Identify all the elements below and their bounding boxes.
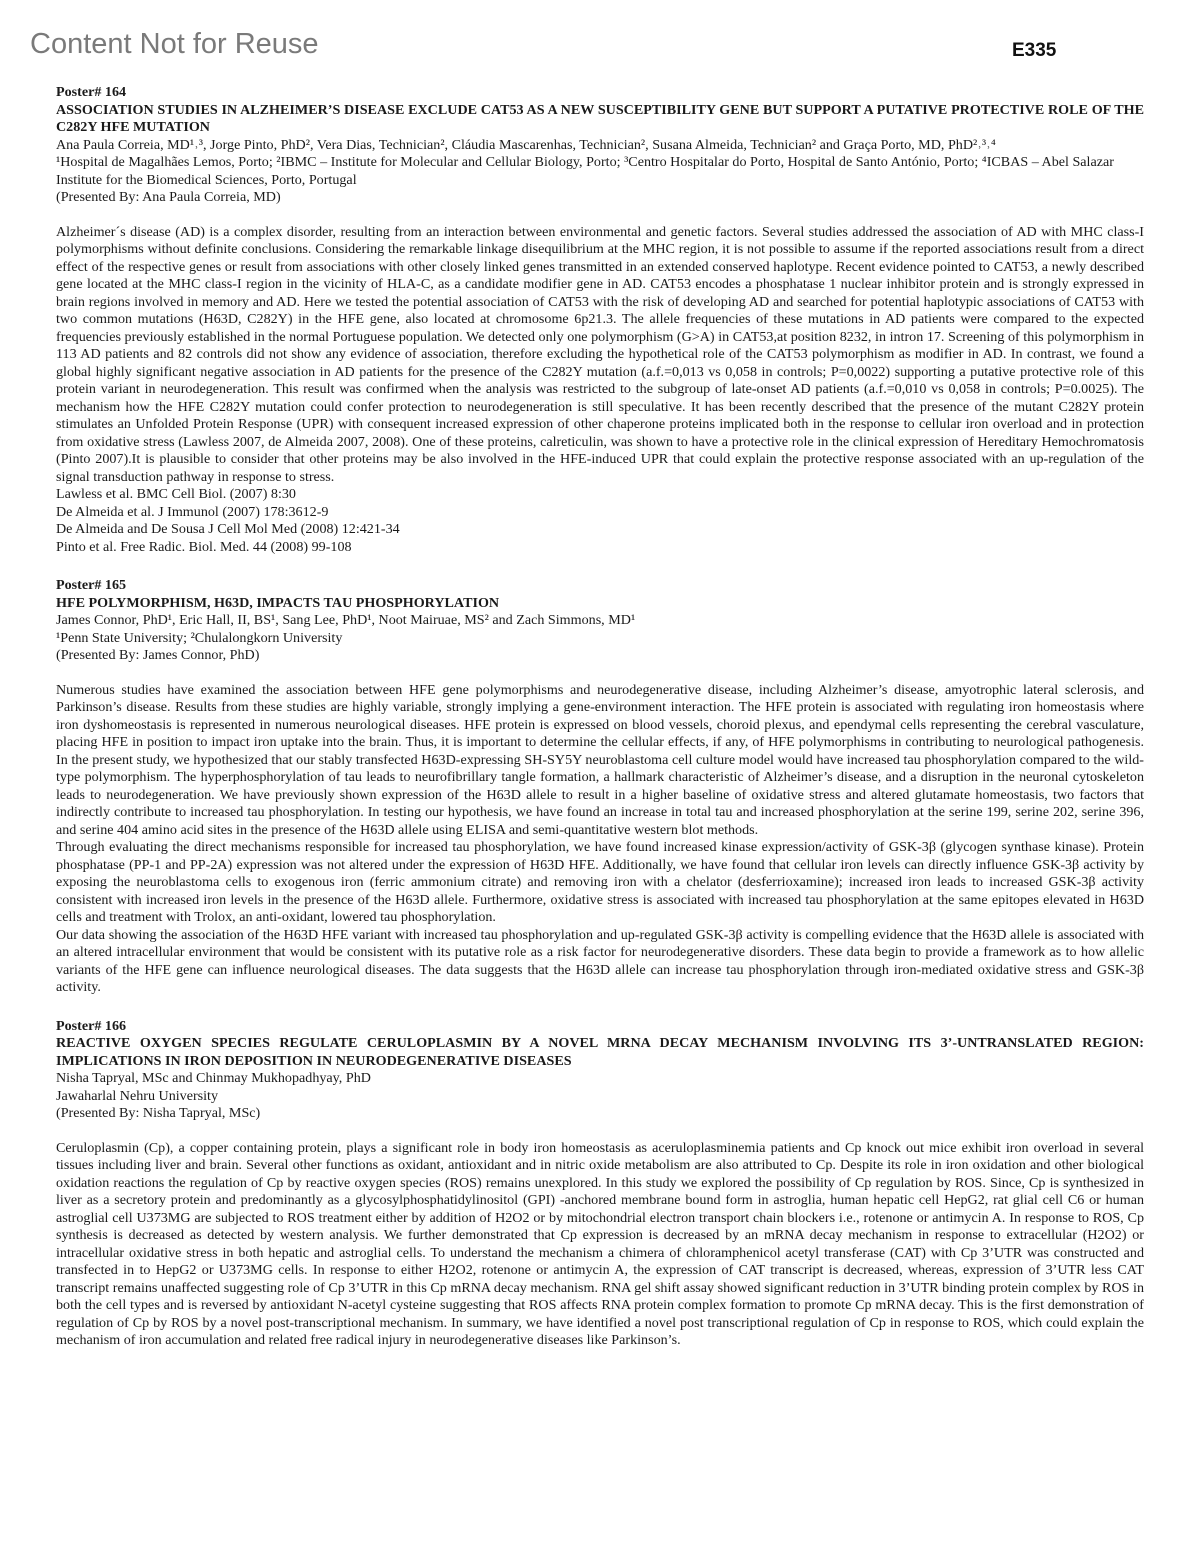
watermark-text: Content Not for Reuse [30,28,319,60]
body-paragraph: Numerous studies have examined the association between HFE gene polymorphisms and neurodegenerative disease, including Alzheimer’s disease, amyotrophic lateral sclerosis, and Parkinson’s disease. Results from these studies are highly variable, strongly implying a gene-environment interaction. The HFE protein is associated with regulating iron homeostasis where iron dyshomeostasis is represented in numerous neurological diseases. HFE protein is expressed on blood vessels, choroid plexus, and ependymal cells representing the cerebral vasculature, placing HFE in position to impact iron uptake into the brain. Thus, it is important to determine the cellular effects, if any, of HFE polymorphisms in contributing to neurological pathogenesis. In the present study, we hypothesized that our stably transfected H63D-expressing SH-SY5Y neuroblastoma cell culture model would have increased tau phosphorylation compared to the wild-type polymorphism. The hyperphosphorylation of tau leads to neurofibrillary tangle formation, a hallmark characteristic of Alzheimer’s disease, and a disruption in the neuronal cytoskeleton leads to neurodegeneration. We have previously shown expression of the H63D allele to result in a higher baseline of oxidative stress and altered glutamate homeostasis, two factors that indirectly contribute to increased tau phosphorylation. In testing our hypothesis, we have found an increase in total tau and increased phosphorylation at the serine 199, serine 202, serine 396, and serine 404 amino acid sites in the presence of the H63D allele using ELISA and semi-quantitative western blot methods. [56,681,1144,838]
affiliations: ¹Hospital de Magalhães Lemos, Porto; ²IBMC – Institute for Molecular and Cellular Biology, Porto; ³Centro Hospitalar do Porto, Hospital de Santo António, Porto; ⁴ICBAS – Abel Salazar Institute for the Biomedical Sciences, Porto, Portugal [56,154,1114,188]
abstract-title: HFE POLYMORPHISM, H63D, IMPACTS TAU PHOSPHORYLATION [56,594,500,611]
reference-item: Lawless et al. BMC Cell Biol. (2007) 8:30 [56,486,296,502]
reference-item: De Almeida and De Sousa J Cell Mol Med (2008) 12:421-34 [56,521,400,537]
abstract-body [56,224,1144,487]
abstract-poster-165 [56,577,1144,997]
reference-item: Pinto et al. Free Radic. Biol. Med. 44 (2008) 99-108 [56,538,352,555]
abstract-poster-164 [56,84,1144,556]
abstract-body [56,1140,1144,1350]
poster-number: Poster# 166 [56,1017,127,1034]
author-list: James Connor, PhD¹, Eric Hall, II, BS¹, Sang Lee, PhD¹, Noot Mairuae, MS² and Zach Simmons, MD¹ [56,612,636,628]
author-list: Nisha Tapryal, MSc and Chinmay Mukhopadhyay, PhD [56,1070,371,1086]
abstract-title: REACTIVE OXYGEN SPECIES REGULATE CERULOPLASMIN BY A NOVEL MRNA DECAY MECHANISM INVOLVING ITS 3’-UNTRANSLATED REGION: IMPLICATIONS IN IRON DEPOSITION IN NEURODEGENERATIVE DISEASES [56,1035,1144,1069]
presented-by: (Presented By: James Connor, PhD) [56,647,260,663]
page-content [56,84,1144,1350]
affiliations: Jawaharlal Nehru University [56,1087,219,1104]
body-paragraph: Our data showing the association of the H63D HFE variant with increased tau phosphorylation and up-regulated GSK-3β activity is compelling evidence that the H63D allele is associated with an altered intracellular environment that would be consistent with its putative role as a risk factor for neurodegenerative disorders. These data begin to provide a framework as to how allelic variants of the HFE gene can influence neurological diseases. The data suggests that the H63D allele can increase tau phosphorylation through iron-mediated oxidative stress and GSK-3β activity. [56,926,1144,995]
abstract-title: ASSOCIATION STUDIES IN ALZHEIMER’S DISEASE EXCLUDE CAT53 AS A NEW SUSCEPTIBILITY GENE BUT SUPPORT A PUTATIVE PROTECTIVE ROLE OF THE C282Y HFE MUTATION [56,101,1144,135]
presented-by: (Presented By: Nisha Tapryal, MSc) [56,1105,261,1121]
section-spacer [56,997,1144,1018]
reference-list [56,486,1144,556]
body-paragraph: Alzheimer´s disease (AD) is a complex disorder, resulting from an interaction between environmental and genetic factors. Several studies addressed the association of AD with MHC class-I polymorphisms without definite conclusions. Considering the remarkable linkage disequilibrium at the MHC region, it is not possible to assume if the reported associations result from a direct effect of the respective genes or result from associations with other closely linked genes transmitted in an extended conserved haplotype. Recent evidence pointed to CAT53, a newly described gene located at the MHC class-I region in the vicinity of HLA-C, as a candidate modifier gene in AD. CAT53 encodes a phosphatase 1 nuclear inhibitor protein and is strongly expressed in brain regions involved in memory and AD. Here we tested the potential association of CAT53 with the risk of developing AD and searched for potential haplotypic associations of CAT53 with two common mutations (H63D, C282Y) in the HFE gene, also located at chromosome 6p21.3. The allele frequencies of these mutations in AD patients were compared to the expected frequencies previously established in the normal Portuguese population. We detected only one polymorphism (G>A) in CAT53,at position 8232, in intron 17. Screening of this polymorphism in 113 AD patients and 82 controls did not show any evidence of association, therefore excluding the hypothetical role of the CAT53 polymorphism as modifier in AD. In contrast, we found a global highly significant negative association in AD patients for the presence of the C282Y mutation (a.f.=0,013 vs 0,058 in controls; P=0,0022) supporting a putative protective role of this protein variant in neurodegeneration. This result was confirmed when the analysis was restricted to the subgroup of late-onset AD patients (a.f.=0,010 vs 0,058 in controls; P=0.0025). The mechanism how the HFE C282Y mutation could confer protection to neurodegeneration is still speculative. It has been recently described that the presence of the mutant C282Y protein stimulates an Unfolded Protein Response (UPR) with consequent increased expression of other chaperone proteins implicated both in the response to cellular iron overload and in protection from oxidative stress (Lawless 2007, de Almeida 2007, 2008). One of these proteins, calreticulin, was shown to have a protective role in the clinical expression of Hereditary Hemochromatosis (Pinto 2007).It is plausible to consider that other proteins may be also involved in the HFE-induced UPR that could explain the protective response associated with an up-regulation of the signal transduction pathway in response to stress. [56,223,1144,485]
page-number: E335 [1012,40,1057,61]
body-paragraph: Through evaluating the direct mechanisms responsible for increased tau phosphorylation, we have found increased kinase expression/activity of GSK-3β (glycogen synthase kinase). Protein phosphatase (PP-1 and PP-2A) expression was not altered under the expression of H63D HFE. Additionally, we have found that cellular iron levels can directly influence GSK-3β activity by exposing the neuroblastoma cells to exogenous iron (ferric ammonium citrate) and removing iron with a chelator (desferrioxamine); increased iron leads to increased GSK-3β activity consistent with increased iron levels in the presence of the H63D allele. Furthermore, oxidative stress is associated with increased tau phosphorylation at the same epitopes elevated in H63D cells and treatment with Trolox, an anti-oxidant, lowered tau phosphorylation. [56,839,1144,925]
abstract-body [56,682,1144,997]
body-paragraph: Ceruloplasmin (Cp), a copper containing protein, plays a significant role in body iron homeostasis as aceruloplasminemia patients and Cp knock out mice exhibit iron overload in several tissues including liver and brain. Several other functions as oxidant, antioxidant and in nitric oxide metabolism are also attributed to Cp. Despite its role in iron oxidation and other biological oxidation reactions the regulation of Cp by reactive oxygen species (ROS) remains unexplored. In this study we explored the possibility of Cp regulation by ROS. Since, Cp is synthesized in liver as a secretory protein and predominantly as a glycosylphosphatidylinositol (GPI) -anchored membrane bound form in astroglia, human hepatic cell HepG2, rat glial cell C6 or human astroglial cell U373MG are subjected to ROS treatment either by addition of H2O2 or by mitochondrial electron transport chain blockers i.e., rotenone or antimycin A. In response to ROS, Cp synthesis is decreased as detected by western analysis. We further demonstrated that Cp expression is decreased by an mRNA decay mechanism in response to extracellular (H2O2) or intracellular oxidative stress in both hepatic and astroglial cells. To understand the mechanism a chimera of chloramphenicol acetyl transferase (CAT) with Cp 3’UTR was constructed and transfected in to HepG2 or U373MG cells. In response to either H2O2, rotenone or antimycin A, the expression of CAT transcript is decreased, whereas, expression of 3’UTR less CAT transcript remains unaffected suggesting role of Cp 3’UTR in this Cp mRNA decay mechanism. RNA gel shift assay showed significant reduction in 3’UTR binding protein complex by ROS in both the cell types and is reversed by antioxidant N-acetyl cysteine suggesting that ROS affects RNA protein complex formation to promote Cp mRNA decay. This is the first demonstration of regulation of Cp by ROS by a novel post-transcriptional mechanism. In summary, we have identified a novel post transcriptional regulation of Cp in response to ROS, which could explain the mechanism of iron accumulation and related free radical injury in neurodegenerative diseases like Parkinson’s. [56,1139,1144,1348]
poster-number: Poster# 165 [56,577,127,593]
abstract-poster-166 [56,1018,1144,1350]
section-spacer [56,556,1144,577]
poster-number: Poster# 164 [56,84,127,100]
reference-item: De Almeida et al. J Immunol (2007) 178:3612-9 [56,503,329,520]
author-list: Ana Paula Correia, MD¹˒³, Jorge Pinto, PhD², Vera Dias, Technician², Cláudia Mascarenhas, Technician², Susana Almeida, Technician² and Graça Porto, MD, PhD²˒³˒⁴ [56,136,996,153]
affiliations: ¹Penn State University; ²Chulalongkorn University [56,629,343,646]
presented-by: (Presented By: Ana Paula Correia, MD) [56,189,281,205]
